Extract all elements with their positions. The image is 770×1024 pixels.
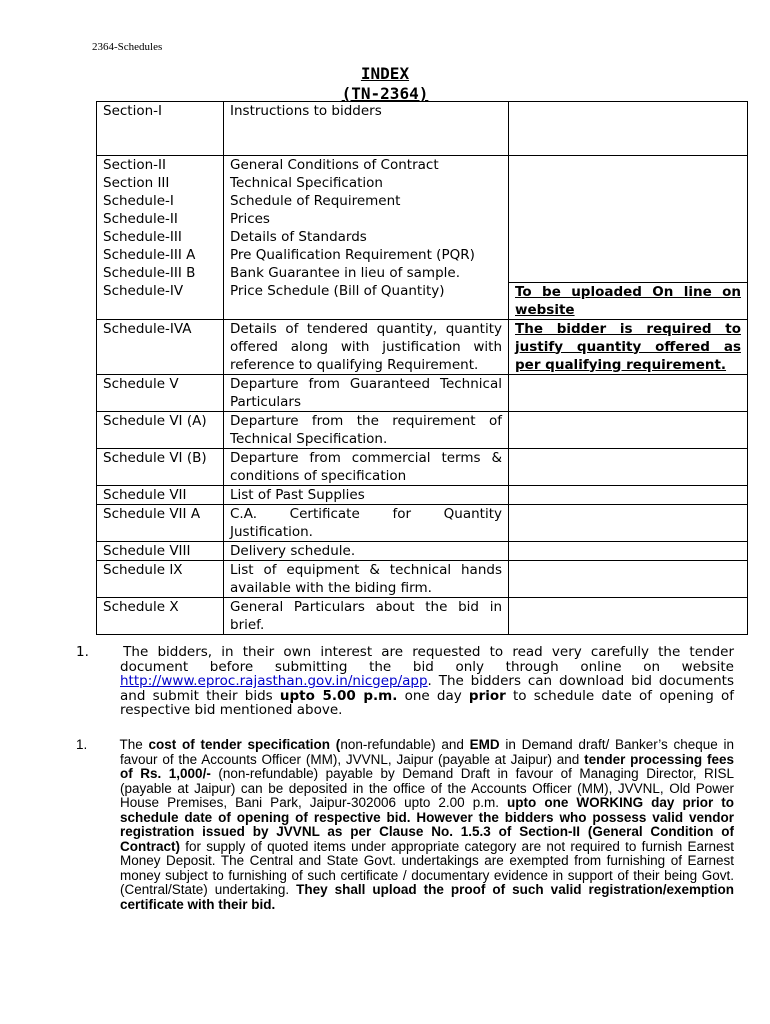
description-cell: General Particulars about the bid in brief. (224, 597, 509, 634)
section-cell: Schedule-IV (97, 282, 224, 319)
note-cell: The bidder is required to justify quantity offered as per qualifying requirement. (509, 319, 748, 374)
section-cell: Schedule VI (A) (97, 411, 224, 448)
note-cell (509, 102, 748, 156)
table-row (97, 597, 748, 634)
section-cell: Section-II Section III Schedule-I Schedule-II Schedule-III Schedule-III A Schedule-III B (97, 156, 224, 283)
description-cell: Instructions to bidders (224, 102, 509, 156)
description-cell: Departure from Guaranteed Technical Particulars (224, 374, 509, 411)
section-cell: Schedule-IVA (97, 319, 224, 374)
description-cell: C.A. Certificate for Quantity Justification. (224, 504, 509, 541)
table-row (97, 448, 748, 485)
index-table (96, 101, 748, 635)
table-row (97, 374, 748, 411)
table-row (97, 485, 748, 504)
section-cell: Schedule X (97, 597, 224, 634)
instruction-paragraph-2: 1. The cost of tender specification (non-refundable) and EMD in Demand draft/ Banker’s cheque in favour of the Accounts Officer (MM), JVVNL, Jaipur (payable at Jaipur) and tender processing fees of Rs. 1,000/- (non-refundable) payable by Demand Draft in favour of Managing Director, RISL (payable at Jaipur) can be deposited in the office of the Accounts Officer (MM), JVVNL, Old Power House Premises, Bani Park, Jaipur-302006 upto 2.00 p.m. upto one WORKING day prior to schedule date of opening of respective bid. However the bidders who possess valid vendor registration issued by JVVNL as per Clause No. 1.5.3 of Section-II (General Condition of Contract) for supply of quoted items under appropriate category are not required to furnish Earnest Money Deposit. The Central and State Govt. undertakings are exempted from furnishing of Earnest money subject to furnishing of such certificate / documentary evidence in support of their being Govt. (Central/State) undertaking. They shall upload the proof of such valid registration/exemption certificate with their bid. (76, 737, 735, 912)
description-cell: Delivery schedule. (224, 541, 509, 560)
note-cell (509, 156, 748, 283)
description-cell: Departure from commercial terms & conditions of specification (224, 448, 509, 485)
note-cell (509, 597, 748, 634)
section-cell: Schedule VIII (97, 541, 224, 560)
table-row (97, 282, 748, 319)
section-cell: Schedule IX (97, 560, 224, 597)
table-row (97, 560, 748, 597)
table-row (97, 156, 748, 283)
description-cell: List of Past Supplies (224, 485, 509, 504)
description-cell: List of equipment & technical hands available with the biding firm. (224, 560, 509, 597)
description-cell: Price Schedule (Bill of Quantity) (224, 282, 509, 319)
note-cell (509, 411, 748, 448)
note-cell (509, 448, 748, 485)
tender-number-title: (TN-2364) (341, 84, 429, 103)
table-row (97, 102, 748, 156)
note-cell (509, 485, 748, 504)
table-row (97, 504, 748, 541)
section-cell: Schedule VII A (97, 504, 224, 541)
section-cell: Schedule VII (97, 485, 224, 504)
eproc-website-link[interactable]: http://www.eproc.rajasthan.gov.in/nicgep/app (120, 673, 428, 689)
instruction-paragraph-1: 1. The bidders, in their own interest are requested to read very carefully the tender document before submitting the bid only through online on website http://www.eproc.rajasthan.gov.in/nicgep/app. The bidders can download bid documents and submit their bids upto 5.00 p.m. one day prior to schedule date of opening of respective bid mentioned above. (76, 644, 735, 718)
description-cell: Departure from the requirement of Technical Specification. (224, 411, 509, 448)
table-row (97, 541, 748, 560)
index-title: INDEX (360, 64, 410, 83)
document-reference: 2364-Schedules (92, 41, 163, 53)
note-cell (509, 560, 748, 597)
section-cell: Section-I (97, 102, 224, 156)
table-row (97, 411, 748, 448)
section-cell: Schedule V (97, 374, 224, 411)
description-cell: Details of tendered quantity, quantity offered along with justification with reference to qualifying Requirement. (224, 319, 509, 374)
note-cell: To be uploaded On line on website (509, 282, 748, 319)
description-cell: General Conditions of Contract Technical Specification Schedule of Requirement Prices Details of Standards Pre Qualification Requirement (PQR) Bank Guarantee in lieu of sample. (224, 156, 509, 283)
note-cell (509, 504, 748, 541)
section-cell: Schedule VI (B) (97, 448, 224, 485)
note-cell (509, 541, 748, 560)
table-row (97, 319, 748, 374)
note-cell (509, 374, 748, 411)
